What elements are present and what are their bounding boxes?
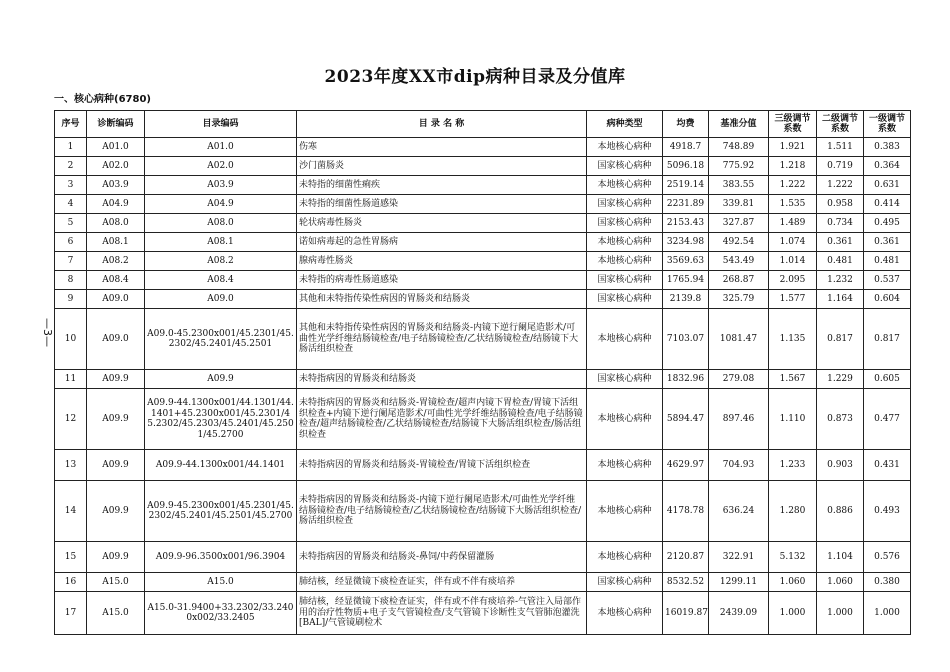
cell-catalog-code: A08.4 — [145, 271, 297, 290]
cell-catalog-code: A01.0 — [145, 138, 297, 157]
cell-c3: 1.110 — [769, 389, 817, 450]
page-number: —3— — [41, 318, 54, 347]
cell-no: 9 — [55, 290, 87, 309]
cell-score: 268.87 — [709, 271, 769, 290]
cell-score: 1081.47 — [709, 309, 769, 370]
table-row — [55, 542, 911, 573]
table-row — [55, 370, 911, 389]
cell-score: 897.46 — [709, 389, 769, 450]
cell-catalog-name: 未特指的细菌性肠道感染 — [297, 195, 587, 214]
cell-c2: 1.229 — [817, 370, 864, 389]
cell-c3: 1.535 — [769, 195, 817, 214]
cell-c3: 1.577 — [769, 290, 817, 309]
header-fee: 均费 — [663, 111, 709, 138]
cell-catalog-code: A15.0-31.9400+33.2302/33.2400x002/33.2405 — [145, 592, 297, 635]
cell-catalog-name: 未特指病因的胃肠炎和结肠炎-胃镜检查/胃镜下活组织检查 — [297, 450, 587, 481]
cell-c3: 1.489 — [769, 214, 817, 233]
cell-c2: 1.060 — [817, 573, 864, 592]
cell-score: 2439.09 — [709, 592, 769, 635]
cell-c1: 0.817 — [864, 309, 911, 370]
cell-fee: 2120.87 — [663, 542, 709, 573]
cell-c3: 1.218 — [769, 157, 817, 176]
cell-c3: 1.135 — [769, 309, 817, 370]
cell-no: 15 — [55, 542, 87, 573]
cell-type: 本地核心病种 — [587, 176, 663, 195]
cell-type: 本地核心病种 — [587, 542, 663, 573]
cell-c1: 0.414 — [864, 195, 911, 214]
cell-c3: 1.014 — [769, 252, 817, 271]
cell-catalog-code: A02.0 — [145, 157, 297, 176]
header-catalog-name: 目 录 名 称 — [297, 111, 587, 138]
cell-no: 5 — [55, 214, 87, 233]
cell-diag-code: A09.9 — [87, 542, 145, 573]
cell-c1: 0.361 — [864, 233, 911, 252]
cell-fee: 4178.78 — [663, 481, 709, 542]
cell-catalog-name: 其他和未特指传染性病因的胃肠炎和结肠炎 — [297, 290, 587, 309]
table-row — [55, 138, 911, 157]
cell-score: 325.79 — [709, 290, 769, 309]
cell-type: 国家核心病种 — [587, 157, 663, 176]
cell-no: 7 — [55, 252, 87, 271]
cell-c2: 1.511 — [817, 138, 864, 157]
header-diag-code: 诊断编码 — [87, 111, 145, 138]
cell-c3: 1.074 — [769, 233, 817, 252]
cell-score: 543.49 — [709, 252, 769, 271]
cell-fee: 2231.89 — [663, 195, 709, 214]
cell-score: 383.55 — [709, 176, 769, 195]
table-row — [55, 592, 911, 635]
cell-catalog-name: 未特指病因的胃肠炎和结肠炎-内镜下逆行阑尾造影术/可曲性光学纤维结肠镜检查/电子结肠镜检查/乙状结肠镜检查/结肠镜下大肠活组织检查/肠活组织检查 — [297, 481, 587, 542]
cell-fee: 4629.97 — [663, 450, 709, 481]
cell-fee: 3234.98 — [663, 233, 709, 252]
cell-c1: 1.000 — [864, 592, 911, 635]
table-row — [55, 309, 911, 370]
header-c2: 二级调节系数 — [817, 111, 864, 138]
cell-catalog-name: 肺结核，经显微镜下痰检查证实，伴有或不伴有痰培养-气管注入局部作用的治疗性物质+电子支气管镜检查/支气管镜下诊断性支气管肺泡灌洗[BAL]/气管镜刷检术 — [297, 592, 587, 635]
cell-c1: 0.495 — [864, 214, 911, 233]
cell-diag-code: A03.9 — [87, 176, 145, 195]
table-row — [55, 176, 911, 195]
cell-c3: 1.921 — [769, 138, 817, 157]
cell-no: 16 — [55, 573, 87, 592]
cell-type: 本地核心病种 — [587, 233, 663, 252]
cell-fee: 4918.7 — [663, 138, 709, 157]
cell-diag-code: A15.0 — [87, 573, 145, 592]
cell-type: 本地核心病种 — [587, 389, 663, 450]
cell-diag-code: A09.9 — [87, 450, 145, 481]
cell-c2: 0.958 — [817, 195, 864, 214]
cell-no: 10 — [55, 309, 87, 370]
cell-type: 本地核心病种 — [587, 450, 663, 481]
cell-catalog-name: 其他和未特指传染性病因的胃肠炎和结肠炎-内镜下逆行阑尾造影术/可曲性光学纤维结肠镜检查/电子结肠镜检查/乙状结肠镜检查/结肠镜下大肠活组织检查 — [297, 309, 587, 370]
cell-c1: 0.631 — [864, 176, 911, 195]
table-row — [55, 450, 911, 481]
cell-c2: 0.886 — [817, 481, 864, 542]
cell-type: 本地核心病种 — [587, 252, 663, 271]
cell-catalog-name: 腺病毒性肠炎 — [297, 252, 587, 271]
cell-c2: 0.734 — [817, 214, 864, 233]
cell-c1: 0.477 — [864, 389, 911, 450]
cell-catalog-code: A08.0 — [145, 214, 297, 233]
cell-c2: 1.000 — [817, 592, 864, 635]
cell-c3: 1.060 — [769, 573, 817, 592]
cell-c2: 1.164 — [817, 290, 864, 309]
cell-c2: 0.873 — [817, 389, 864, 450]
cell-c1: 0.380 — [864, 573, 911, 592]
cell-c1: 0.604 — [864, 290, 911, 309]
cell-catalog-code: A15.0 — [145, 573, 297, 592]
cell-c2: 1.232 — [817, 271, 864, 290]
table-header-row — [55, 111, 911, 138]
cell-fee: 2519.14 — [663, 176, 709, 195]
cell-diag-code: A08.4 — [87, 271, 145, 290]
cell-c1: 0.481 — [864, 252, 911, 271]
cell-score: 492.54 — [709, 233, 769, 252]
cell-diag-code: A04.9 — [87, 195, 145, 214]
cell-type: 国家核心病种 — [587, 214, 663, 233]
cell-fee: 2153.43 — [663, 214, 709, 233]
cell-c1: 0.537 — [864, 271, 911, 290]
cell-type: 本地核心病种 — [587, 481, 663, 542]
cell-diag-code: A15.0 — [87, 592, 145, 635]
cell-c1: 0.364 — [864, 157, 911, 176]
cell-diag-code: A09.9 — [87, 481, 145, 542]
cell-score: 339.81 — [709, 195, 769, 214]
disease-catalog-table — [54, 110, 911, 635]
cell-c2: 0.903 — [817, 450, 864, 481]
cell-no: 8 — [55, 271, 87, 290]
cell-catalog-name: 诺如病毒起的急性胃肠病 — [297, 233, 587, 252]
cell-type: 国家核心病种 — [587, 195, 663, 214]
table-row — [55, 481, 911, 542]
cell-catalog-code: A09.0 — [145, 290, 297, 309]
cell-diag-code: A08.1 — [87, 233, 145, 252]
cell-c1: 0.605 — [864, 370, 911, 389]
cell-diag-code: A09.0 — [87, 290, 145, 309]
section-heading: 一、核心病种(6780) — [54, 94, 151, 105]
cell-c1: 0.431 — [864, 450, 911, 481]
cell-c1: 0.383 — [864, 138, 911, 157]
header-score: 基准分值 — [709, 111, 769, 138]
cell-catalog-name: 沙门菌肠炎 — [297, 157, 587, 176]
cell-c3: 2.095 — [769, 271, 817, 290]
cell-type: 本地核心病种 — [587, 309, 663, 370]
cell-no: 11 — [55, 370, 87, 389]
cell-diag-code: A08.2 — [87, 252, 145, 271]
cell-c2: 0.817 — [817, 309, 864, 370]
cell-no: 14 — [55, 481, 87, 542]
cell-diag-code: A01.0 — [87, 138, 145, 157]
cell-catalog-code: A03.9 — [145, 176, 297, 195]
cell-score: 327.87 — [709, 214, 769, 233]
header-type: 病种类型 — [587, 111, 663, 138]
table-row — [55, 573, 911, 592]
cell-no: 3 — [55, 176, 87, 195]
cell-catalog-code: A08.2 — [145, 252, 297, 271]
cell-fee: 3569.63 — [663, 252, 709, 271]
cell-fee: 5096.18 — [663, 157, 709, 176]
cell-catalog-name: 未特指病因的胃肠炎和结肠炎 — [297, 370, 587, 389]
cell-no: 13 — [55, 450, 87, 481]
table-row — [55, 195, 911, 214]
cell-c3: 1.222 — [769, 176, 817, 195]
cell-no: 17 — [55, 592, 87, 635]
cell-no: 12 — [55, 389, 87, 450]
cell-diag-code: A02.0 — [87, 157, 145, 176]
cell-c3: 1.567 — [769, 370, 817, 389]
cell-catalog-name: 肺结核，经显微镜下痰检查证实，伴有或不伴有痰培养 — [297, 573, 587, 592]
header-no: 序号 — [55, 111, 87, 138]
cell-diag-code: A09.9 — [87, 389, 145, 450]
cell-catalog-name: 未特指病因的胃肠炎和结肠炎-胃镜检查/超声内镜下胃检查/胃镜下活组织检查+内镜下逆行阑尾造影术/可曲性光学纤维结肠镜检查/电子结肠镜检查/超声结肠镜检查/乙状结肠镜检查/结肠镜下大肠活组织检查/肠活组织检查 — [297, 389, 587, 450]
cell-type: 本地核心病种 — [587, 592, 663, 635]
cell-c2: 0.719 — [817, 157, 864, 176]
cell-fee: 7103.07 — [663, 309, 709, 370]
header-c3: 三级调节系数 — [769, 111, 817, 138]
cell-score: 1299.11 — [709, 573, 769, 592]
cell-catalog-code: A09.9-45.2300x001/45.2301/45.2302/45.2401/45.2501/45.2700 — [145, 481, 297, 542]
cell-c3: 1.233 — [769, 450, 817, 481]
cell-catalog-code: A04.9 — [145, 195, 297, 214]
table-row — [55, 271, 911, 290]
cell-catalog-code: A09.9-44.1300x001/44.1301/44.1401+45.2300x001/45.2301/45.2302/45.2303/45.2401/45.2501/45.2700 — [145, 389, 297, 450]
cell-catalog-name: 伤寒 — [297, 138, 587, 157]
cell-catalog-code: A09.9-44.1300x001/44.1401 — [145, 450, 297, 481]
cell-c1: 0.576 — [864, 542, 911, 573]
cell-diag-code: A08.0 — [87, 214, 145, 233]
cell-fee: 5894.47 — [663, 389, 709, 450]
table-row — [55, 233, 911, 252]
header-c1: 一级调节系数 — [864, 111, 911, 138]
cell-c2: 0.481 — [817, 252, 864, 271]
cell-catalog-code: A08.1 — [145, 233, 297, 252]
cell-c2: 1.104 — [817, 542, 864, 573]
cell-type: 国家核心病种 — [587, 290, 663, 309]
cell-c3: 1.280 — [769, 481, 817, 542]
cell-type: 国家核心病种 — [587, 271, 663, 290]
header-catalog-code: 目录编码 — [145, 111, 297, 138]
cell-c2: 1.222 — [817, 176, 864, 195]
cell-score: 636.24 — [709, 481, 769, 542]
cell-c3: 1.000 — [769, 592, 817, 635]
cell-fee: 2139.8 — [663, 290, 709, 309]
cell-score: 322.91 — [709, 542, 769, 573]
cell-catalog-code: A09.9 — [145, 370, 297, 389]
cell-type: 国家核心病种 — [587, 573, 663, 592]
cell-type: 本地核心病种 — [587, 138, 663, 157]
cell-fee: 8532.52 — [663, 573, 709, 592]
cell-catalog-code: A09.0-45.2300x001/45.2301/45.2302/45.2401/45.2501 — [145, 309, 297, 370]
cell-catalog-name: 轮状病毒性肠炎 — [297, 214, 587, 233]
cell-fee: 16019.87 — [663, 592, 709, 635]
cell-c1: 0.493 — [864, 481, 911, 542]
table-row — [55, 157, 911, 176]
cell-score: 775.92 — [709, 157, 769, 176]
cell-c3: 5.132 — [769, 542, 817, 573]
cell-catalog-name: 未特指病因的胃肠炎和结肠炎-鼻饲/中药保留灌肠 — [297, 542, 587, 573]
cell-no: 4 — [55, 195, 87, 214]
table-row — [55, 214, 911, 233]
table-row — [55, 252, 911, 271]
cell-diag-code: A09.9 — [87, 370, 145, 389]
cell-score: 748.89 — [709, 138, 769, 157]
cell-diag-code: A09.0 — [87, 309, 145, 370]
page-title: 2023年度XX市dip病种目录及分值库 — [324, 67, 626, 87]
cell-catalog-code: A09.9-96.3500x001/96.3904 — [145, 542, 297, 573]
cell-catalog-name: 未特指的细菌性痢疾 — [297, 176, 587, 195]
cell-score: 704.93 — [709, 450, 769, 481]
cell-no: 2 — [55, 157, 87, 176]
cell-score: 279.08 — [709, 370, 769, 389]
table-row — [55, 389, 911, 450]
table-row — [55, 290, 911, 309]
cell-no: 6 — [55, 233, 87, 252]
cell-fee: 1832.96 — [663, 370, 709, 389]
cell-no: 1 — [55, 138, 87, 157]
cell-type: 国家核心病种 — [587, 370, 663, 389]
cell-catalog-name: 未特指的病毒性肠道感染 — [297, 271, 587, 290]
cell-c2: 0.361 — [817, 233, 864, 252]
cell-fee: 1765.94 — [663, 271, 709, 290]
